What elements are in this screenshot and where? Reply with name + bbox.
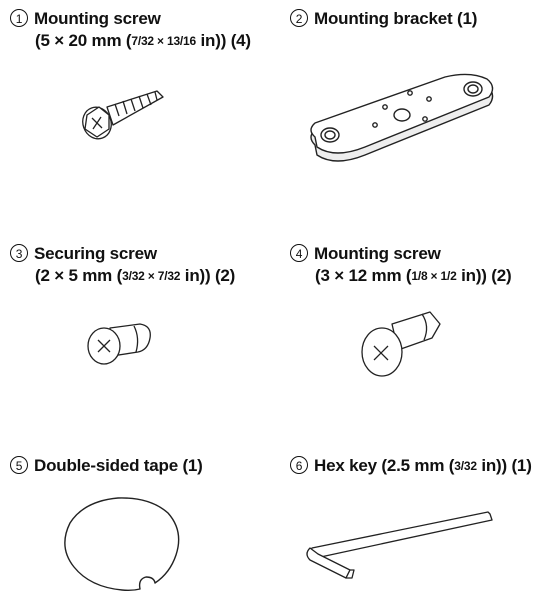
double-sided-tape-illustration — [60, 495, 190, 595]
item-6-caption: 6 Hex key (2.5 mm (3/32 in)) (1) — [290, 455, 532, 477]
item-title: Mounting bracket (1) — [314, 9, 478, 28]
mounting-screw-3x12-illustration — [360, 308, 445, 383]
item-number-badge: 2 — [290, 9, 308, 27]
item-number-badge: 1 — [10, 9, 28, 27]
hex-key-illustration — [300, 508, 500, 588]
item-number-badge: 6 — [290, 456, 308, 474]
item-3-caption — [10, 243, 235, 287]
item-title: Hex key (2.5 mm ( — [314, 456, 455, 475]
item-4-caption — [290, 243, 511, 287]
item-spec: (2 × 5 mm (3/32 × 7/32 in)) (2) — [35, 266, 236, 285]
item-number-badge: 4 — [290, 244, 308, 262]
item-spec: (5 × 20 mm (7/32 × 13/16 in)) (4) — [35, 31, 251, 50]
item-title: Securing screw — [34, 244, 157, 263]
mounting-screw-5x20-illustration — [75, 85, 175, 155]
item-title: Double-sided tape (1) — [34, 456, 203, 475]
mounting-bracket-illustration — [305, 75, 505, 170]
item-title: Mounting screw — [314, 244, 441, 263]
securing-screw-illustration — [82, 318, 157, 368]
item-2-caption — [290, 8, 477, 30]
item-title: Mounting screw — [34, 9, 161, 28]
item-number-badge: 5 — [10, 456, 28, 474]
item-number-badge: 3 — [10, 244, 28, 262]
item-1-caption — [10, 8, 251, 52]
item-spec: (3 × 12 mm (1/8 × 1/2 in)) (2) — [315, 266, 512, 285]
item-5-caption — [10, 455, 203, 477]
